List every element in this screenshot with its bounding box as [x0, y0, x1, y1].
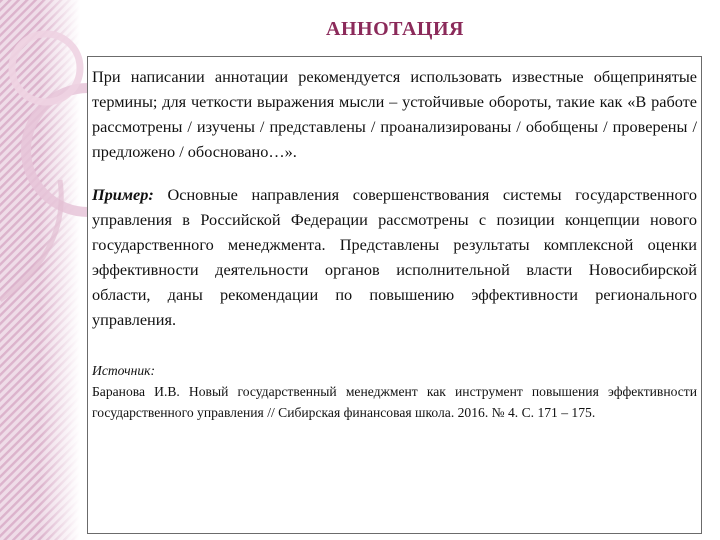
example-paragraph [92, 182, 697, 332]
intro-paragraph: При написании аннотации рекомендуется использовать известные общепринятые термины; для четкости выражения мысли – устойчивые обороты, такие как «В работе рассмотрены / изучены / представлены / проанализированы / обобщены / проверены / предложено / обосновано…». [92, 67, 697, 161]
example-text: Основные направления совершенствования системы государственного управления в Российской Федерации рассмотрены с позиции концепции нового государственного менеджмента. Представлены результаты комплексной оценки эффективности деятельности органов исполнительной власти Новосибирской области, даны рекомендации по повышению эффективности регионального управления. [92, 185, 697, 329]
example-label: Пример: [92, 185, 154, 204]
source-label: Источник: [92, 363, 156, 378]
source-citation: Баранова И.В. Новый государственный менеджмент как инструмент повышения эффективности государственного управления // Сибирская финансовая школа. 2016. № 4. С. 171 – 175. [92, 384, 697, 420]
content-box [87, 56, 702, 534]
slide-title: АННОТАЦИЯ [326, 18, 464, 40]
source-block [92, 360, 697, 423]
